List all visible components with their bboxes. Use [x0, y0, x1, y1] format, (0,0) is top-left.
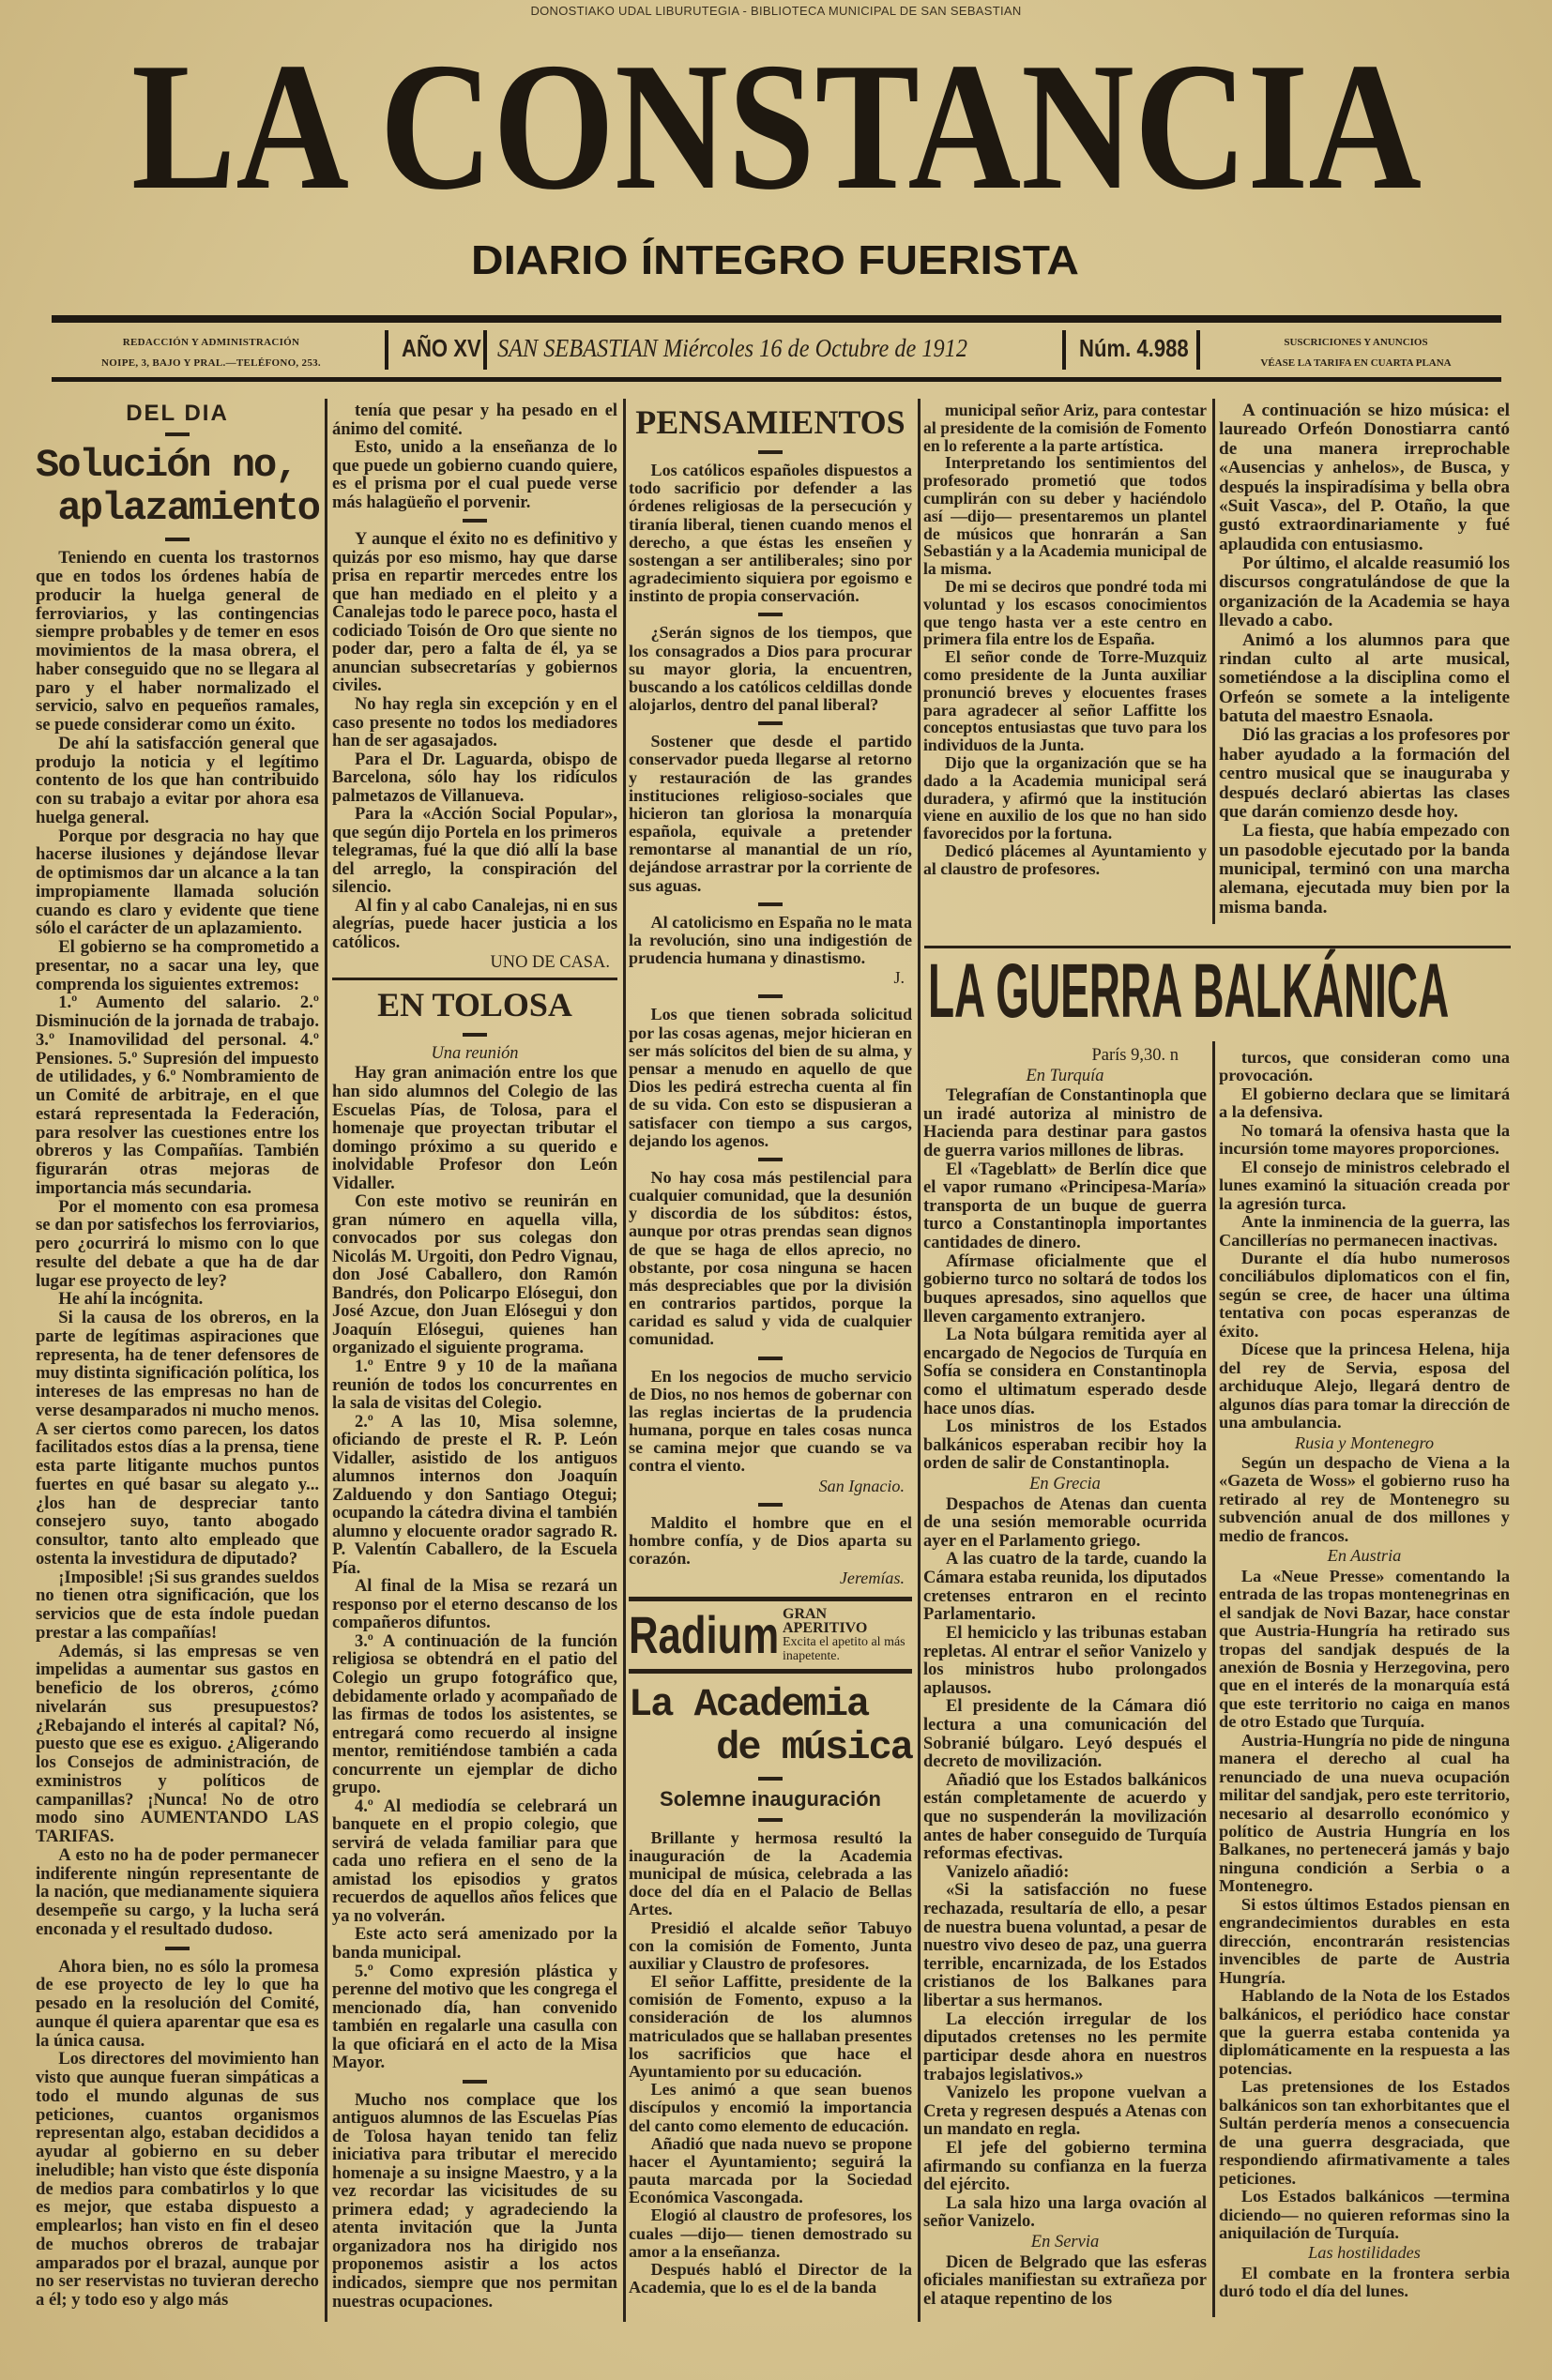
paragraph: Los ministros de los Estados balkánicos esperaban recibir hoy la orden de salir de Constantinopla.	[923, 1417, 1207, 1474]
paragraph: Y aunque el éxito no es definitivo y quizás por eso mismo, hay que darse prisa en repartir mercedes entre los que han mediado en el pleito y a Canalejas todo le parece poco, hasta el codiciado Toisón de Oro que siente no poder dar, pero a falta de él, ya se anuncian subsecretarías y gobiernos civiles.	[332, 529, 617, 695]
info-bar	[56, 328, 1501, 373]
paragraph: Los que tienen sobrada solicitud por las cosas agenas, mejor hicieran en ser más solícitos del bien de su alma, y pensar a menudo en aquello de que Dios les pedirá estrecha cuenta al fin de su vida. Con esto se dispusieran a satisfacer con tiempo a sus cargos, dejando los agenos.	[629, 1005, 912, 1150]
paragraph: Vanizelo añadió:	[946, 1862, 1070, 1882]
paragraph: turcos, que consideran como una provocación.	[1219, 1048, 1510, 1085]
paragraph: Por el momento con esa promesa se dan por satisfechos los ferroviarios, pero ¿ocurrirá lo mismo con lo que resulte del debate a que ha de dar lugar ese proyecto de ley?	[36, 1196, 319, 1291]
paragraph: tenía que pesar y ha pesado en el ánimo del comité.	[332, 401, 617, 438]
paragraph: Añadió que nada nuevo se propone hacer el Ayuntamiento; seguirá la pauta marcada por la Sociedad Económica Vascongada.	[629, 2133, 912, 2207]
paragraph: Los Estados balkánicos —termina diciendo— no quieren reformas sino la aniquilación de Turquía.	[1219, 2187, 1510, 2242]
paragraph: La fiesta, que había empezado con un pasodoble ejecutado por la banda municipal, terminó con una marcha alemana, ejecutada muy bien por la misma banda.	[1219, 821, 1510, 917]
paragraph: La elección irregular de los diputados cretenses no les permite participar desde ahora en nuestros trabajos legislativos.»	[923, 2009, 1207, 2084]
paragraph: Afírmase oficialmente que el gobierno turco no soltará de todos los buques apresados, sino aquellos que lleven cargamento extranjero.	[923, 1251, 1207, 1326]
subheading: En Turquía	[1026, 1066, 1104, 1085]
archive-header: DONOSTIAKO UDAL LIBURUTEGIA - BIBLIOTECA MUNICIPAL DE SAN SEBASTIAN	[530, 4, 1022, 18]
column-rule	[1212, 399, 1215, 924]
paragraph: 5.º Como expresión plástica y perenne del motivo que les congrega el mencionado día, han convenido también en regalarle una casulla con la que oficiará en el acto de la Misa Mayor.	[332, 1961, 617, 2072]
paragraph: Para el Dr. Laguarda, obispo de Barcelona, sólo hay los ridículos palmetazos de Villanueva.	[332, 749, 617, 805]
column-rule	[325, 399, 327, 2322]
paragraph: Esto, unido a la enseñanza de lo que puede un gobierno cuando quiere, es el prisma por el cual puede verse más halagüeño el porvenir.	[332, 437, 617, 511]
column-guerra-2	[1219, 1049, 1510, 2301]
paragraph: Les animó a que sean buenos discípulos y encomió la importancia del canto como elemento de educación.	[629, 2080, 912, 2135]
paragraph: A continuación se hizo música: el laureado Orfeón Donostiarra cantó de una manera irreprochable «Ausencias y anhelos», de Busca, y después la inspiradísima y bella obra «Suit Vasca», del P. Otaño, la que gustó extraordinariamente y fué aplaudida con entusiasmo.	[1219, 401, 1510, 554]
paragraph: 3.º A continuación de la función religiosa se obtendrá en el patio del Colegio un grupo fotográfico que, debidamente orlado y acompañado de las firmas de todos los asistentes, se entregará como recuerdo al insigne mentor, remitiéndose también a cada concurrente un ejemplar de dicho grupo.	[332, 1630, 617, 1797]
headline: aplazamiento	[57, 486, 319, 532]
paragraph: De mi se deciros que pondré toda mi voluntad y los escasos conocimientos que tengo hasta ver a este centro en primera fila entre los de España.	[923, 576, 1207, 649]
paragraph: Si estos últimos Estados piensan en engrandecimientos durables en esta dirección, encontrarán resistencias invencibles de parte de Austria Hungría.	[1219, 1894, 1510, 1987]
subheading: Las hostilidades	[1308, 2243, 1421, 2263]
paragraph: No hay regla sin excepción y en el caso presente no todos los mediadores han de ser agasajados.	[332, 693, 617, 750]
separator	[758, 1158, 783, 1161]
year: AÑO XV	[402, 334, 481, 362]
ad-tagline: GRAN APERITIVO	[783, 1606, 868, 1637]
section-heading: EN TOLOSA	[332, 978, 617, 1025]
paragraph: He ahí la incógnita.	[58, 1289, 204, 1310]
column-academia-cont	[923, 402, 1207, 894]
paragraph: El hemiciclo y las tribunas estaban repletas. Al entrar el señor Vanizelo y los ministros hubo prolongados aplausos.	[923, 1623, 1207, 1698]
paragraph: Porque por desgracia no hay que hacerse ilusiones y dejándose llevar de optimismos dar un alcance a la tan impropiamente llamada solución cuando es claro y evidente que tiene sólo el carácter de un aplazamiento.	[36, 826, 319, 939]
section-kicker: DEL DIA	[126, 401, 229, 426]
subheading: Rusia y Montenegro	[1294, 1433, 1435, 1452]
column-rule	[918, 399, 921, 2322]
paragraph: 1.º Aumento del salario. 2.º Disminución de la jornada de trabajo. 3.º Inamovilidad del personal. 4.º Pensiones. 5.º Supresión del impuesto de utilidades, y 6.º Nombramiento de un Comité de arbitraje, en el que estará representada la Federación, para resolver las cuestiones entre los obreros y las Compañías. También figurarán otras mejoras de importancia más secundaria.	[36, 993, 319, 1198]
ad-brand: Radium	[629, 1605, 780, 1665]
masthead-title: LA CONSTANCIA	[131, 25, 1422, 228]
separator	[758, 721, 783, 725]
separator	[463, 1033, 487, 1037]
paragraph: Los católicos españoles dispuestos a todo sacrificio por defender a las órdenes religiosas de la persecución y tiranía liberal, tienen cuando menos el derecho, a que éstas les enseñen y sostengan a ser antiliberales; sino por agradecimiento siquiera por egoismo e instinto de propia conservación.	[629, 461, 912, 606]
subheading: En Austria	[1327, 1546, 1402, 1566]
paragraph: Hay gran animación entre los que han sido alumnos del Colegio de las Escuelas Pías, de Tolosa, para el homenaje que proyectan tributar el domingo próximo a su querido e inolvidable Profesor don León Vidaller.	[332, 1063, 617, 1192]
paragraph: Además, si las empresas se ven impelidas a aumentar sus gastos en beneficio de los obreros, ¿cómo nivelarán sus presupuestos? ¿Rebajando el interés al capital? Nó, puesto que ese es exiguo. ¿Aligerando los Consejos de administración, de exministros y políticos de campanillas? ¡Nunca! No de otro modo sino AUMENTANDO LAS TARIFAS.	[36, 1641, 319, 1847]
divider	[1196, 330, 1200, 370]
paragraph: Vanizelo les propone vuelvan a Creta y regresen después a Atenas con un mandato en regla.	[923, 2084, 1207, 2140]
paragraph: Dijo que la organización que se ha dado a la Academia municipal será duradera, y afirmó que la institución viene en auxilio de los que no han sido favorecidos por la fortuna.	[923, 752, 1207, 843]
paragraph: Maldito el hombre que en el hombre confía, y de Dios aparta su corazón.	[629, 1512, 912, 1569]
signature: Jeremías.	[839, 1569, 905, 1588]
paragraph: La Nota búlgara remitida ayer al encargado de Negocios de Turquía en Sofía se considera en Constantinopla como el ultimatum esperado desde hace unos días.	[923, 1326, 1207, 1418]
divider	[385, 330, 388, 370]
paragraph: No hay cosa más pestilencial para cualquier comunidad, que la desunión y discordia de los súbditos: éstos, aunque por otras prendas sean dignos de que se haga de ellos aprecio, no obstante, por cosa ninguna se hacen más despreciables que por la división en contrarios partidos, porque la caridad es salud y vida de cualquier comunidad.	[629, 1167, 912, 1349]
separator	[758, 1503, 783, 1507]
paragraph: ¡Imposible! ¡Si sus grandes sueldos no tienen otra significación, que los servicios que de esta índole puedan prestar a las compañías!	[36, 1567, 319, 1643]
column-guerra-1	[923, 1043, 1207, 2310]
paragraph: De ahí la satisfacción general que produjo la noticia y el legítimo contento de los que han contribuido con su trabajo a evitar por ahora esa huelga general.	[36, 733, 319, 827]
masthead-rule	[52, 315, 1501, 323]
paragraph: Durante el día hubo numerosos conciliábulos diplomaticos con el fin, según se cree, de hacer una última tentativa con pocas esperanzas de éxito.	[1219, 1248, 1510, 1341]
separator	[758, 994, 783, 998]
headline: de música	[716, 1725, 912, 1771]
paragraph: En los negocios de mucho servicio de Dios, no nos hemos de gobernar con las reglas inciertas de la prudencia humana, porque en tales cosas nunca se camina mejor que cuando se va contra el viento.	[629, 1366, 912, 1476]
tariff-note: VÉASE LA TARIFA EN CUARTA PLANA	[1260, 357, 1452, 369]
separator	[758, 1818, 783, 1822]
separator	[758, 450, 783, 454]
separator	[758, 902, 783, 906]
paragraph: Añadió que los Estados balkánicos están completamente de acuerdo y que no suspenderán la movilización antes de haber conseguido de Turquía reformas efectivas.	[923, 1770, 1207, 1864]
paragraph: Animó a los alumnos para que rindan culto al arte musical, sometiéndose a la disciplina como el Orfeón se somete a la inteligente batuta del maestro Esnaola.	[1219, 629, 1510, 726]
paragraph: Telegrafían de Constantinopla que un iradé autoriza al ministro de Hacienda para destinar para gastos de guerra varios millones de libras.	[923, 1086, 1207, 1161]
subscriptions-note	[1210, 332, 1501, 373]
masthead-subtitle: DIARIO ÍNTEGRO FUERISTA	[471, 237, 1030, 283]
paragraph: El gobierno se ha comprometido a presentar, no a sacar una ley, que comprenda los siguientes extremos:	[36, 937, 319, 994]
column-academia-end	[1219, 402, 1510, 917]
signature: San Ignacio.	[818, 1476, 905, 1495]
paragraph: Mucho nos complace que los antiguos alumnos de las Escuelas Pías de Tolosa hayan tenido tan feliz iniciativa para tributar el merecido homenaje a su insigne Maestro, y a la vez recordar las vicisitudes de su primera edad; y agradeciendo la atenta invitación que la Junta organizadora nos ha dirigido nos proponemos asistir a los actos indicados, siempre que nos permitan nuestras ocupaciones.	[332, 2089, 617, 2311]
divider	[483, 330, 487, 370]
paragraph: Dedicó plácemes al Ayuntamiento y al claustro de profesores.	[923, 841, 1207, 878]
radium-advertisement	[629, 1597, 912, 1674]
issue-number: Núm. 4.988	[1079, 334, 1189, 362]
paragraph: Al final de la Misa se rezará un responso por el eterno descanso de los compañeros difuntos.	[332, 1576, 617, 1632]
ad-text	[783, 1607, 912, 1663]
guerra-title: LA GUERRA BALKÁNICA	[928, 948, 1450, 1034]
signature: UNO DE CASA.	[490, 952, 610, 972]
headline: La Academia	[629, 1682, 869, 1728]
paragraph: La sala hizo una larga ovación al señor Vanizelo.	[923, 2193, 1207, 2232]
paragraph: Interpretando los sentimientos del profesorado prometió que todos cumplirán con su deber y haciéndolo así —dijo— presentaremos un plantel de músicos que honrarán a San Sebastián y a la Academia municipal de la misma.	[923, 453, 1207, 579]
signature: J.	[893, 968, 905, 988]
paragraph: Al fin y al cabo Canalejas, ni en sus alegrías, puede hacer justicia a los católicos.	[332, 895, 617, 951]
paragraph: 2.º A las 10, Misa solemne, oficiando de preste el R. P. León Vidaller, asistido de los antiguos alumnos internos don Joaquín Zalduendo y don Santiago Otegui; ocupando la cátedra divina el también alumno y elocuente orador sagrado R. P. Valentín Caballero, de la Escuela Pía.	[332, 1411, 617, 1577]
section-heading: PENSAMIENTOS	[635, 403, 905, 441]
divider	[1062, 330, 1066, 370]
subheading: En Servia	[1030, 2233, 1100, 2251]
paragraph: El señor Laffitte, presidente de la comisión de Fomento, expuso a la consideración de los alumnos matriculados que se hallaban presentes los sacrificios que hace el Ayuntamiento por su educación.	[629, 1972, 912, 2081]
paragraph: El gobierno declara que se limitará a la defensiva.	[1219, 1084, 1510, 1122]
paragraph: Si la causa de los obreros, en la parte de legítimas aspiraciones que representa, ha de tener defensores de muy distinta significación política, los intereses de las empresas no han de verse desamparados ni mucho menos. A ser ciertos como parecen, los datos facilitados estos días a la prensa, tiene esta parte litigante muchos puntos fuertes en qué basar su alegato y... ¿los han de despreciar tanto consejero suyo, tanto abogado consultor, tanto alto empleado que ostenta la investidura de diputado?	[36, 1308, 319, 1569]
paragraph: Dicen de Belgrado que las esferas oficiales manifiestan su extrañeza por el ataque repentino de los	[923, 2252, 1207, 2309]
paragraph: Con este motivo se reunirán en gran número en aquella villa, convocados por sus colegas don Nicolás M. Urgoiti, don Pedro Vignau, don José Caballero, don Ramón Bandrés, don Policarpo Elósegui, don José Azcue, don Juan Elósegui y don Joaquín Elósegui, quienes han organizado el siguiente programa.	[332, 1191, 617, 1357]
paragraph: Según un despacho de Viena a la «Gazeta de Woss» el gobierno ruso ha retirado al rey de Montenegro su subvención anual de dos millones y medio de francos.	[1219, 1452, 1510, 1545]
paragraph: Los directores del movimiento han visto que aunque fueran simpáticas a todo el mundo algunas de sus peticiones, cuantos organismos representan algo, estaban decididos a ayudar al gobierno en su deber ineludible; han visto que éste disponía de medios para combatirlos y lo que es mejor, que estaba dispuesto a emplearlos; han visto en fin el deseo de muchos obreros de trabajar amparados por el brazal, aunque por no ser reservistas no tuvieran derecho a él; y todo eso y algo más	[36, 2049, 319, 2311]
guerra-balkanica-heading	[924, 946, 1511, 1038]
paragraph: La «Neue Presse» comentando la entrada de las tropas montenegrinas en el sandjak de Novi Bazar, hace constar que Austria-Hungría ha retirado sus tropas del sandjak después de la anexión de Bosnia y Herzegovina, pero que en el interés de la monarquía está que este territorio no caiga en manos de otro Estado que Turquía.	[1219, 1566, 1510, 1732]
paragraph: No tomará la ofensiva hasta que la incursión tome mayores proporciones.	[1219, 1120, 1510, 1159]
issue-date: SAN SEBASTIAN Miércoles 16 de Octubre de 1912	[497, 334, 967, 362]
paragraph: Ante la inminencia de la guerra, las Cancillerías no permanecen inactivas.	[1219, 1212, 1510, 1250]
paragraph: El combate en la frontera serbia duró todo el día del lunes.	[1219, 2263, 1510, 2301]
subheading: Solemne inauguración	[660, 1787, 881, 1812]
paragraph: El consejo de ministros celebrado el lunes examinó la situación creada por la agresión turca.	[1219, 1157, 1510, 1213]
editorial-address-line: NOIPE, 3, BAJO Y PRAL.—TELÉFONO, 253.	[101, 357, 321, 369]
column-del-dia	[36, 402, 319, 2311]
paragraph: Este acto será amenizado por la banda municipal.	[332, 1924, 617, 1962]
dateline: París 9,30. n	[1091, 1046, 1179, 1065]
subheading: Una reunión	[431, 1042, 519, 1062]
separator	[758, 1357, 783, 1360]
paragraph: Por último, el alcalde reasumió los discursos congratulándose de que la organización de la Academia se haya llevado a cabo.	[1219, 553, 1510, 631]
separator	[758, 613, 783, 616]
separator	[463, 519, 487, 523]
paragraph: Para la «Acción Social Popular», que según dijo Portela en los primeros telegramas, fué la que dió allí la base del arreglo, la conspiración del silencio.	[332, 804, 617, 897]
paragraph: Austria-Hungría no pide de ninguna manera el derecho al cual ha renunciado de una nueva ocupación militar del sandjak, pero este territorio, necesario al desarrollo económico y político de Austria Hungría en los Balkanes, no pertenecerá jamás y bajo ninguna condición a Serbia o a Montenegro.	[1219, 1730, 1510, 1896]
subscriptions-label: SUSCRICIONES Y ANUNCIOS	[1284, 337, 1428, 348]
separator	[165, 1947, 190, 1950]
paragraph: Sostener que desde el partido conservador pueda llegarse al retorno y restauración de las grandes instituciones religioso-sociales que hicieron tan gloriosa la monarquía española, equivale a pretender remontarse al manantial de un río, dejándose arrastrar por la corriente de sus aguas.	[629, 732, 912, 895]
paragraph: El señor conde de Torre-Muzquiz como presidente de la Junta auxiliar pronunció breves y elocuentes frases para agradecer al señor Laffitte los conceptos entusiastas que tuvo para los individuos de la Junta.	[923, 647, 1207, 755]
separator	[463, 2080, 487, 2084]
paragraph: Al catolicismo en España no le mata la revolución, sino una indigestión de prudencia humana y dinastismo.	[629, 912, 912, 968]
column-pensamientos	[629, 402, 912, 2311]
separator	[165, 432, 190, 436]
separator	[758, 1777, 783, 1781]
paragraph: Ahora bien, no es sólo la promesa de ese proyecto de ley lo que ha pesado en la resolución del Comité, aunque él quiera aparentar que esa es la única causa.	[36, 1956, 319, 2051]
subheading: En Grecia	[1029, 1475, 1101, 1494]
editorial-address	[56, 332, 366, 373]
column-rule	[1212, 1041, 1215, 2317]
column-en-tolosa	[332, 402, 617, 2311]
masthead	[122, 25, 1436, 310]
paragraph: El jefe del gobierno termina afirmando su confianza en la fuerza del ejército.	[923, 2138, 1207, 2195]
paragraph: municipal señor Ariz, para contestar al presidente de la comisión de Fomento en lo referente a la parte artística.	[923, 401, 1207, 455]
infobar-rule	[52, 377, 1501, 382]
paragraph: ¿Serán signos de los tiempos, que los consagrados a Dios para procurar su mayor gloria, la encuentren, buscando a los católicos celdillas donde alojarlos, dentro del panal liberal?	[629, 623, 912, 715]
paragraph: A las cuatro de la tarde, cuando la Cámara estaba reunida, los diputados cretenses entraron en el recinto Parlamentario.	[923, 1550, 1207, 1625]
ad-slogan: Excita el apetito al más inapetente.	[783, 1635, 905, 1664]
headline: Solución no,	[36, 443, 297, 489]
paragraph: El «Tageblatt» de Berlín dice que el vapor rumano «Principesa-María» transporta de un buque de guerra turco a Constantinopla importantes cantidades de dinero.	[923, 1160, 1207, 1253]
paragraph: «Si la satisfacción no fuese rechazada, resultaría de ello, a pesar de nuestra buena voluntad, a pesar de nuestro vivo deseo de paz, una guerra terrible, encarnizada, de los Estados cristianos de los Balkanes para libertar a sus hermanos.	[923, 1881, 1207, 2011]
paragraph: El presidente de la Cámara dió lectura a una comunicación del Sobranié búlgaro. Leyó después el decreto de movilización.	[923, 1697, 1207, 1772]
paragraph: Dícese que la princesa Helena, hija del rey de Servia, esposa del archiduque Alejo, llegará dentro de algunos días para tomar la dirección de una ambulancia.	[1219, 1340, 1510, 1433]
paragraph: Después habló el Director de la Academia, que lo es el de la banda	[629, 2259, 912, 2297]
paragraph: 1.º Entre 9 y 10 de la mañana reunión de todos los concurrentes en la sala de visitas del Colegio.	[332, 1356, 617, 1413]
paragraph: Las pretensiones de los Estados balkánicos son tan exhorbitantes que el Sultán perdería menos a consecuencia de una guerra desgraciada, que respondiendo afirmativamente a tales peticiones.	[1219, 2077, 1510, 2188]
paragraph: 4.º Al mediodía se celebrará un banquete en el propio colegio, que servirá de velada familiar para que cada uno refiera en el seno de la amistad los episodios y gratos recuerdos de aquellos años felices que ya no volverán.	[332, 1796, 617, 1925]
paragraph: Teniendo en cuenta los trastornos que en todos los órdenes había de producir la huelga general de ferroviarios, y las contingencias siempre probables y de temer en esos movimientos de la masa obrera, el haber conseguido que no se llegara al paro y el haber normalizado el servicio, salvo en pequeños ramales, se puede considerar como un éxito.	[36, 548, 319, 735]
paragraph: Despachos de Atenas dan cuenta de una sesión memorable ocurrida ayer en el Parlamento griego.	[923, 1494, 1207, 1551]
separator	[165, 538, 190, 541]
paragraph: Elogió al claustro de profesores, los cuales —dijo— tienen demostrado su amor a la enseñanza.	[629, 2206, 912, 2261]
paragraph: Presidió el alcalde señor Tabuyo con la comisión de Fomento, Junta auxiliar y Claustro de profesores.	[629, 1918, 912, 1973]
paragraph: A esto no ha de poder permanecer indiferente ningún representante de la nación, que medianamente siquiera desempeñe su cargo, y la lucha será enconada y el resultado dudoso.	[36, 1844, 319, 1939]
paragraph: Brillante y hermosa resultó la inauguración de la Academia municipal de música, celebrada a las doce del día en el Palacio de Bellas Artes.	[629, 1827, 912, 1919]
paragraph: Dió las gracias a los profesores por haber ayudado a la formación del centro musical que se inauguraba y después declaró abiertas las clases que darán comienzo desde hoy.	[1219, 725, 1510, 822]
paragraph: Hablando de la Nota de los Estados balkánicos, el periódico hace constar que la guerra estaba contenida ya diplomáticamente en la respuesta a las potencias.	[1219, 1986, 1510, 2078]
column-rule	[623, 399, 626, 2322]
editorial-label: REDACCIÓN Y ADMINISTRACIÓN	[122, 337, 300, 348]
